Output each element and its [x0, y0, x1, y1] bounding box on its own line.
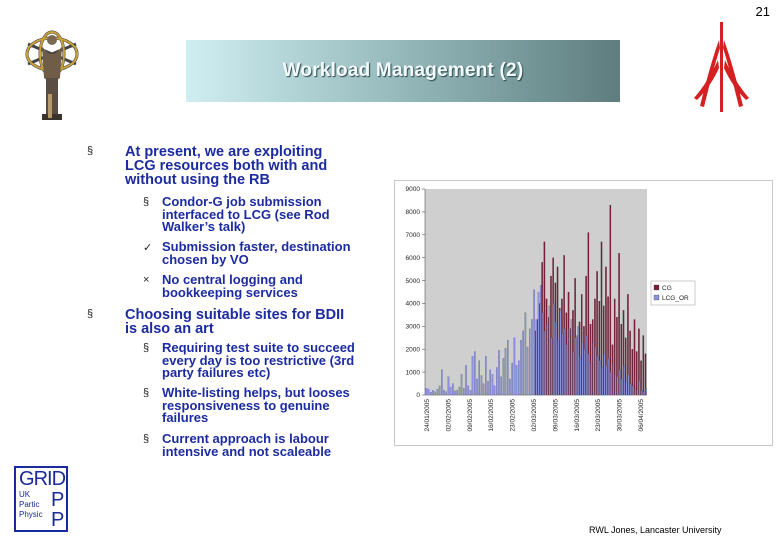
bar-lcg-or [439, 386, 440, 395]
bar-lcg-or [562, 333, 563, 395]
sub-bullet-marker: § [143, 342, 150, 354]
bar-lcg-or [536, 319, 537, 395]
sub-bullet-marker: § [143, 433, 150, 445]
job-submission-chart [394, 180, 773, 446]
title-banner [186, 40, 620, 102]
bar-lcg-or [529, 329, 530, 395]
bar-lcg-or [544, 331, 545, 395]
bar-lcg-or [446, 392, 447, 395]
sub-bullet-text [162, 274, 392, 299]
bar-lcg-or [496, 368, 497, 395]
y-tick-label: 7000 [405, 231, 420, 239]
x-tick-label: 02/02/2005 [445, 399, 453, 432]
y-tick-label: 3000 [405, 323, 420, 331]
bar-lcg-or [490, 370, 491, 395]
bar-lcg-or [584, 349, 585, 395]
x-tick-label: 23/03/2005 [595, 399, 603, 432]
bar-lcg-or [566, 345, 567, 395]
legend-swatch [654, 285, 659, 290]
x-tick-label: 16/03/2005 [573, 399, 581, 432]
bar-lcg-or [428, 389, 429, 395]
sub-bullet-marker: § [143, 387, 150, 399]
bar-lcg-or [604, 354, 605, 395]
bar-lcg-or [641, 390, 642, 395]
gridpp-logo-small [19, 490, 43, 520]
bullet-2-line: is also an art [125, 321, 214, 337]
bar-lcg-or [522, 331, 523, 395]
legend-label: LCG_OR [662, 295, 689, 302]
sub-bullet-text [162, 196, 392, 234]
bar-lcg-or [558, 340, 559, 395]
bar-lcg-or [630, 384, 631, 395]
sub-bullet-line: intensive and not scaleable [162, 443, 332, 459]
bar-lcg-or [575, 338, 576, 395]
sub-bullet-line: Condor-G job submission [162, 194, 322, 209]
bar-lcg-or [593, 342, 594, 395]
bar-lcg-or [435, 392, 436, 395]
bar-lcg-or [511, 363, 512, 395]
sub-bullet-line: every day is too restrictive (3rd [162, 352, 355, 368]
logo-letter: P [51, 509, 65, 531]
bullet-2-text [125, 308, 385, 336]
bar-lcg-or [430, 392, 431, 395]
sub-bullet-text [162, 241, 392, 266]
bar-lcg-or [599, 361, 600, 395]
bar-lcg-or [577, 326, 578, 395]
bar-lcg-or [637, 389, 638, 395]
atlas-logo [20, 18, 86, 130]
bar-lcg-or [514, 338, 515, 395]
bar-lcg-or [476, 379, 477, 395]
lancaster-logo [692, 20, 750, 116]
bar-lcg-or [564, 329, 565, 395]
bar-lcg-or [613, 363, 614, 395]
sub-bullet-line: White-listing helps, but looses [162, 385, 350, 400]
y-tick-label: 1000 [405, 369, 420, 377]
bar-lcg-or [586, 335, 587, 395]
sub-bullet-line: Current approach is labour [162, 431, 329, 446]
gridpp-logo-pp [51, 490, 64, 530]
logo-letter: G [19, 468, 34, 490]
bar-lcg-or [549, 306, 550, 395]
bar-lcg-or [505, 348, 506, 395]
bar-lcg-or [481, 376, 482, 395]
sub-bullet-line: failures [162, 410, 209, 426]
sub-bullet-line: chosen by VO [162, 251, 249, 267]
bar-lcg-or [588, 354, 589, 395]
bar-cg [636, 352, 637, 395]
bar-lcg-or [479, 361, 480, 395]
sub-bullet-line: Requiring test suite to succeed [162, 340, 355, 355]
logo-small-line: Physic [19, 510, 43, 519]
logo-letter: R [33, 468, 48, 490]
sub-bullet-line: Walker’s talk) [162, 219, 246, 235]
bar-lcg-or [441, 370, 442, 395]
bar-lcg-or [540, 285, 541, 395]
sub-bullet-line: responsiveness to genuine [162, 397, 330, 413]
bar-cg [610, 205, 611, 395]
x-tick-label: 16/02/2005 [488, 399, 496, 432]
y-tick-label: 5000 [405, 277, 420, 285]
bar-lcg-or [533, 290, 534, 395]
bar-lcg-or [448, 377, 449, 395]
bar-lcg-or [531, 319, 532, 395]
bar-lcg-or [525, 313, 526, 395]
bar-lcg-or [571, 319, 572, 395]
bar-lcg-or [606, 365, 607, 395]
sub-bullet-text [162, 342, 394, 380]
bar-lcg-or [463, 388, 464, 395]
bar-lcg-or [555, 322, 556, 395]
bar-lcg-or [465, 365, 466, 395]
x-tick-label: 02/03/2005 [531, 399, 538, 432]
bar-lcg-or [520, 340, 521, 395]
bullet-1-line: At present, we are exploiting [125, 144, 323, 160]
y-tick-label: 9000 [405, 186, 420, 194]
bar-lcg-or [507, 340, 508, 395]
bar-lcg-or [474, 352, 475, 395]
bar-lcg-or [487, 381, 488, 395]
bar-lcg-or [639, 381, 640, 395]
y-tick-label: 8000 [405, 209, 420, 217]
bar-lcg-or [610, 372, 611, 395]
bar-lcg-or [494, 386, 495, 395]
cross-icon: × [143, 274, 150, 286]
slide-title: Workload Management (2) [282, 60, 524, 81]
bar-lcg-or [437, 389, 438, 395]
bar-lcg-or [498, 350, 499, 395]
bar-lcg-or [485, 356, 486, 395]
logo-small-line: UK [19, 490, 31, 499]
bar-lcg-or [459, 387, 460, 395]
footer-credit: RWL Jones, Lancaster University [589, 525, 722, 535]
bar-lcg-or [527, 347, 528, 395]
bullet-marker: § [87, 308, 94, 320]
bar-cg [640, 361, 641, 395]
x-tick-label: 24/01/2005 [424, 399, 431, 432]
bar-lcg-or [632, 386, 633, 395]
gridpp-logo [14, 466, 68, 532]
x-tick-label: 23/02/2005 [509, 399, 517, 432]
bar-lcg-or [470, 390, 471, 395]
bar-lcg-or [597, 356, 598, 395]
bar-lcg-or [547, 324, 548, 395]
bar-lcg-or [582, 342, 583, 395]
bar-lcg-or [461, 374, 462, 395]
bullet-marker: § [87, 145, 94, 157]
bullet-1-text [125, 145, 385, 187]
bar-lcg-or [553, 303, 554, 395]
bar-lcg-or [580, 356, 581, 395]
sub-bullet-marker: § [143, 196, 150, 208]
legend-label: CG [662, 285, 672, 292]
x-tick-label: 06/04/2005 [638, 399, 645, 432]
bar-lcg-or [615, 374, 616, 395]
logo-small-line: Partic [19, 500, 40, 509]
sub-bullet-text [162, 387, 394, 425]
check-icon: ✓ [143, 242, 153, 254]
bar-lcg-or [516, 365, 517, 395]
y-tick-label: 0 [416, 392, 420, 400]
bar-lcg-or [626, 381, 627, 395]
bullet-2-line: Choosing suitable sites for BDII [125, 307, 345, 323]
bar-lcg-or [591, 363, 592, 395]
bar-lcg-or [492, 374, 493, 395]
sub-bullet-text [162, 433, 394, 458]
bar-lcg-or [483, 384, 484, 395]
bar-lcg-or [503, 358, 504, 395]
bar-cg [643, 335, 644, 395]
chart-svg [395, 181, 774, 447]
bar-lcg-or [452, 384, 453, 395]
bar-lcg-or [538, 292, 539, 395]
bar-lcg-or [619, 370, 620, 395]
bullet-1-line: LCG resources both with and [125, 158, 328, 174]
bar-lcg-or [643, 392, 644, 395]
x-tick-label: 09/03/2005 [552, 399, 560, 432]
bar-lcg-or [635, 388, 636, 395]
bar-lcg-or [454, 391, 455, 395]
bar-lcg-or [542, 313, 543, 395]
bar-lcg-or [450, 387, 451, 395]
bar-lcg-or [617, 377, 618, 395]
bar-lcg-or [602, 368, 603, 395]
bar-lcg-or [426, 388, 427, 395]
bar-lcg-or [457, 390, 458, 395]
bar-lcg-or [468, 386, 469, 395]
sub-bullet-line: bookkeeping services [162, 284, 298, 300]
bar-cg [634, 319, 635, 395]
bar-lcg-or [509, 379, 510, 395]
bar-lcg-or [569, 329, 570, 395]
page-number: 21 [755, 4, 770, 19]
logo-letter: I [47, 468, 52, 490]
y-tick-label: 2000 [405, 346, 420, 354]
bar-lcg-or [551, 338, 552, 395]
sub-bullet-line: Submission faster, destination [162, 239, 351, 254]
bullet-1-line: without using the RB [125, 172, 270, 188]
bar-lcg-or [595, 347, 596, 395]
bar-lcg-or [472, 356, 473, 395]
bar-lcg-or [560, 310, 561, 395]
bar-lcg-or [646, 388, 647, 395]
gridpp-logo-title [19, 468, 65, 491]
x-tick-label: 09/02/2005 [466, 399, 474, 432]
bar-lcg-or [518, 361, 519, 395]
bar-lcg-or [621, 379, 622, 395]
bar-lcg-or [624, 365, 625, 395]
bar-lcg-or [501, 377, 502, 395]
y-tick-label: 4000 [405, 300, 420, 308]
sub-bullet-line: interfaced to LCG (see Rod [162, 206, 330, 222]
bar-lcg-or [443, 390, 444, 395]
legend-swatch [654, 295, 659, 300]
bar-lcg-or [432, 390, 433, 395]
logo-letter: D [51, 468, 66, 490]
y-tick-label: 6000 [405, 254, 420, 262]
bar-lcg-or [628, 374, 629, 395]
sub-bullet-line: No central logging and [162, 272, 303, 287]
bar-lcg-or [573, 352, 574, 395]
x-tick-label: 30/03/2005 [616, 399, 624, 432]
sub-bullet-line: party failures etc) [162, 365, 271, 381]
bar-lcg-or [608, 358, 609, 395]
logo-letter: P [51, 489, 65, 511]
